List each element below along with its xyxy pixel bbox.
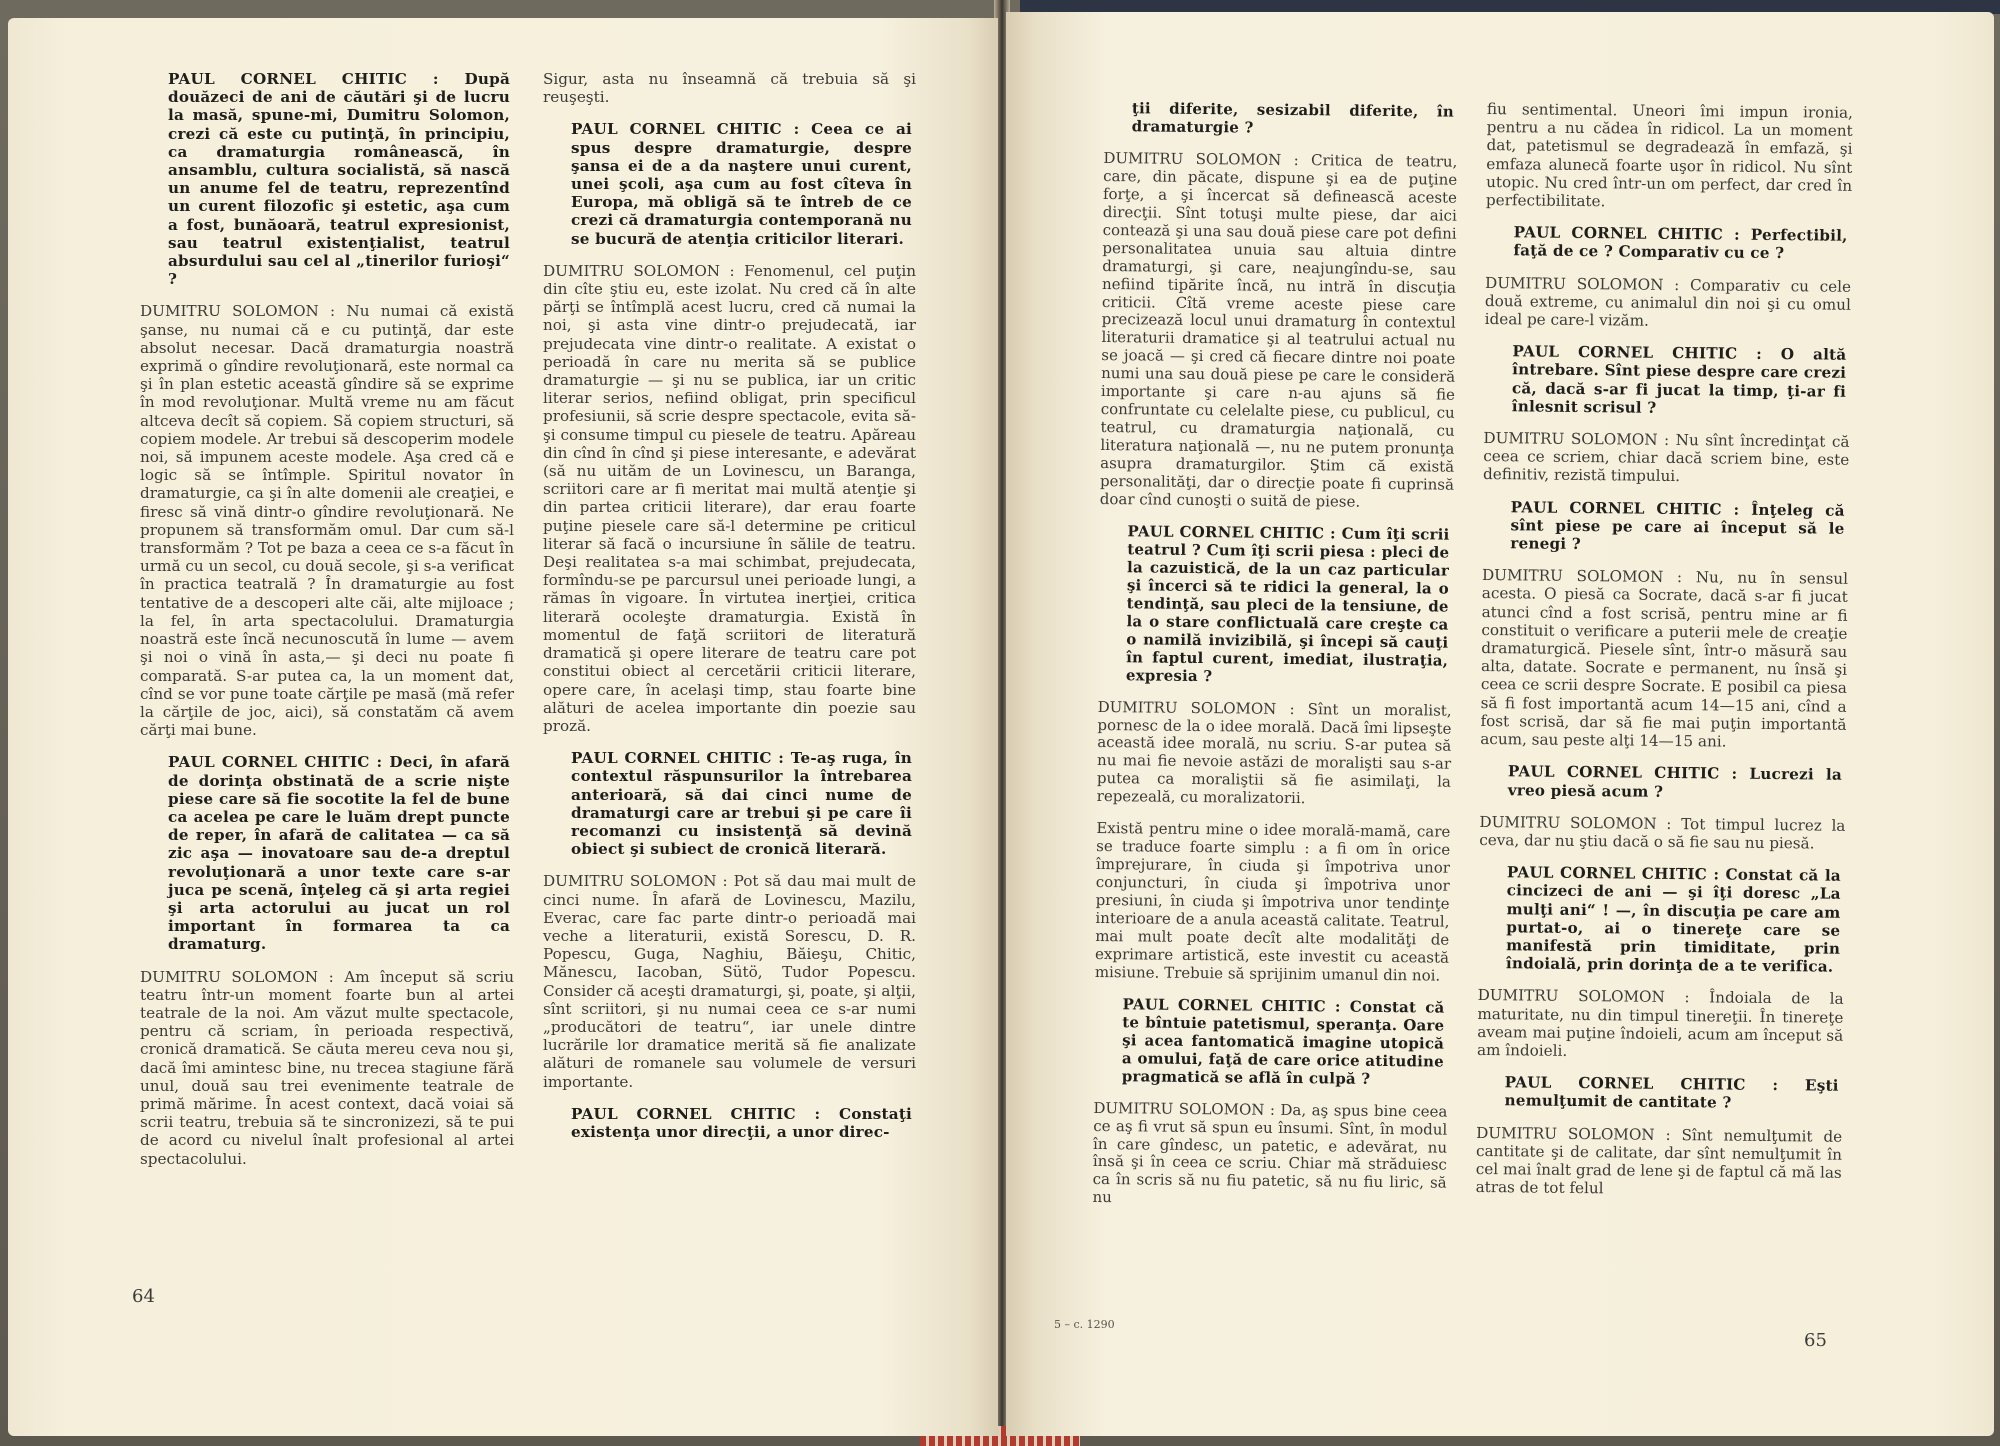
interviewer-question: PAUL CORNEL CHITIC : După douăzeci de ani de căutări şi de lucru la masă, spune-mi, Dumitru Solomon, crezi că este cu putinţă, în principiu, ca dramaturgia românească, în ansamblu, cultura socialistă, să nască un anume fel de teatru, reprezentînd un curent filozofic şi estetic, aşa cum a fost, bunăoară, teatrul expresionist, sau teatrul existenţialist, teatrul absurdului sau cel al „tinerilor furioşi“ ? — [168, 70, 510, 289]
interviewer-question: PAUL CORNEL CHITIC : Constat că te bîntuie patetismul, speranţa. Oare şi acea fantomatică imagine utopică a omului, faţă de care orice atitudine pragmatică se află în culpă ? — [1121, 995, 1445, 1088]
interviewee-answer: DUMITRU SOLOMON : Comparativ cu cele două extreme, cu animalul din noi şi cu omul ideal pe care-l vizăm. — [1484, 273, 1852, 330]
interviewee-answer: DUMITRU SOLOMON : Fenomenul, cel puţin din cîte ştiu eu, este izolat. Nu cred că în alte părţi se întîmplă acest lucru, cred că numai la noi, şi asta vine dintr-o prejudecată, iar prejudecata vine dintr-o realitate. A existat o perioadă în care nu merita să se publice dramaturgie — şi nu se publica, iar un critic literar serios, nefiind obligat, prin specificul profesiunii, să scrie despre spectacole, evita să-şi consume timpul cu piesele de teatru. Apăreau din cînd în cînd şi piese interesante, e adevărat (să nu uităm de un Lovinescu, un Baranga, scriitori care ar fi meritat mai multă atenţie şi din partea criticii literare), dar erau foarte puţine piesele care să-l determine pe criticul literar să facă o incursiune în sălile de teatru. Deşi realitatea s-a mai schimbat, prejudecata, formîndu-se pe parcursul unei perioade lungi, a rămas în vigoare. În virtutea inerţiei, critica literară ocoleşte dramaturgia. Există în momentul de faţă scriitori de literatură dramatică şi opere literare de teatru care pot constitui obiect al cercetării criticii literare, opere care, în acelaşi timp, stau foarte bine alături de acelea importante din poezie sau proză. — [543, 261, 916, 735]
interviewee-answer: DUMITRU SOLOMON : Tot timpul lucrez la ceva, dar nu ştiu dacă o să fie sau nu piesă. — [1479, 812, 1846, 853]
right-page-column-1 — [1092, 100, 1458, 1225]
interviewer-question: PAUL CORNEL CHITIC : Deci, în afară de dorinţa obstinată de a scrie nişte piese care să fie socotite la fel de bune ca acelea pe care le luăm drept puncte de reper, în afară de calitatea — ca să zic aşa — inovatoare sau de-a dreptul revoluţionară a unor texte care s-ar juca pe scenă, înţeleg că şi arta regiei şi arta actorului au jucat un rol important în formarea ta ca dramaturg. — [168, 753, 510, 954]
interviewee-answer: DUMITRU SOLOMON : Sînt un moralist, pornesc de la o idee morală. Dacă îmi lipseşte această idee morală, nu scriu. S-ar putea să nu mai fie nevoie astăzi de moralişti sau s-ar putea ca moraliştii să fie asimilaţi, la repezeală, cu moralizatorii. — [1096, 697, 1452, 808]
interviewer-question: PAUL CORNEL CHITIC : Lucrezi la vreo piesă acum ? — [1507, 762, 1843, 801]
paragraph-continuation: Există pentru mine o idee morală-mamă, care se traduce foarte simplu : a fi om în orice împrejurare, în ciuda şi împotriva unor conjuncturi, în ciuda şi împotriva unor presiuni, în ciuda şi împotriva unor tendinţe interioare de a anula această calitate. Teatrul, mai mult poate decît alte modalităţi de exprimare artistică, este investit cu această misiune. Trebuie să sprijinim umanul din noi. — [1094, 819, 1451, 985]
interviewer-question: PAUL CORNEL CHITIC : Eşti nemulţumit de cantitate ? — [1504, 1073, 1839, 1112]
right-page-column-2 — [1475, 100, 1853, 1214]
interviewee-answer: DUMITRU SOLOMON : Nu sînt încredinţat că ceea ce scriem, chiar dacă scriem bine, este definitiv, rezistă timpului. — [1482, 429, 1850, 486]
printer-signature-mark: 5 – c. 1290 — [1054, 1318, 1115, 1331]
interviewer-question: ţii diferite, sesizabil diferite, în dramaturgie ? — [1131, 99, 1454, 137]
interviewee-answer: DUMITRU SOLOMON : Critica de teatru, care, din păcate, dispune şi ea de puţine forţe, a şi încercat să definească aceste direcţii. Sînt totuşi multe piese, dar aici contează şi una sau două piese care pot defini personalitatea unuia sau altuia dintre dramaturgi, şi care, neajungîndu-se, sau nefiind tipărite încă, nu intră în discuţia criticii. Cîtă vreme aceste piese care precizează locul unui dramaturg în contextul literaturii dramatice şi al teatrului actual nu se joacă — şi cred că fiecare dintre noi poate numi una sau două piese pe care le consideră importante şi care n-au ajuns să fie confruntate cu celelalte piese, cu publicul, cu teatrul, cu dramaturgia naţională, cu literatura naţională —, nu ne putem pronunţa asupra dramaturgilor. Ştim că există personalităţi, dar o direcţie poate fi cuprinsă doar cînd cunoşti o suită de piese. — [1099, 148, 1458, 511]
interviewer-question: PAUL CORNEL CHITIC : Perfectibil, faţă de ce ? Comparativ cu ce ? — [1513, 223, 1848, 263]
interviewer-question: PAUL CORNEL CHITIC : Înţeleg că sînt piese pe care ai început să le renegi ? — [1510, 497, 1845, 554]
page-number-left: 64 — [132, 1286, 155, 1307]
left-page-column-1 — [140, 70, 514, 1182]
interviewee-answer: DUMITRU SOLOMON : Da, aş spus bine ceea ce aş fi vrut să spun eu însumi. Sînt, în modul în care gîndesc, un patetic, e adevărat, nu însă şi în ceea ce scriu. Chiar mă străduiesc ca în scris să nu fiu patetic, să nu fiu liric, să nu — [1092, 1098, 1448, 1207]
interviewer-question: PAUL CORNEL CHITIC : Ceea ce ai spus despre dramaturgie, despre şansa ei de a da naştere unui curent, unei şcoli, aşa cum au fost cîteva în Europa, mă obligă să te întreb de ce crezi că dramaturgia contemporană nu se bucură de atenţia criticilor literari. — [571, 120, 912, 248]
paragraph-continuation: Sigur, asta nu înseamnă că trebuia să şi reuşeşti. — [543, 70, 916, 107]
interviewee-answer: DUMITRU SOLOMON : Am început să scriu teatru într-un moment foarte bun al artei teatrale de la noi. Am văzut multe spectacole, pentru că scriam, în perioada respectivă, cronică dramatică. Se căuta mereu ceva nou şi, dacă îmi amintesc bine, nu trecea stagiune fără unul, două sau trei evenimente teatrale de primă mărime. În acest context, dacă voiai să scrii teatru, trebuia să te sincronizezi, să te pui de acord cu nivelul înalt profesional al artei spectacolului. — [140, 967, 514, 1168]
page-number-right: 65 — [1804, 1330, 1827, 1351]
interviewee-answer: DUMITRU SOLOMON : Nu, nu în sensul acesta. O piesă ca Socrate, dacă s-ar fi jucat atunci cînd a fost scrisă, pentru mine ar fi constituit o verificare a puterii mele de creaţie dramaturgică. Piesele sînt, într-o măsură sau alta, datate. Socrate e permanent, nu însă şi ceea ce scrii despre Socrate. E posibil ca piesa să fi fost importantă acum 14—15 ani, cînd a fost scrisă, dar să fie mai puţin importantă acum, sau peste alţi 14—15 ani. — [1480, 566, 1849, 751]
left-page-column-2 — [543, 70, 916, 1155]
paragraph-continuation: fiu sentimental. Uneori îmi impun ironia, pentru a nu cădea în ridicol. La un moment dat, patetismul se degradează în emfază, şi emfaza alunecă foarte uşor în ridicol. Nu sînt utopic. Nu cred într-un om perfect, dar cred în perfectibilitate. — [1485, 100, 1853, 211]
interviewee-answer: DUMITRU SOLOMON : Sînt nemulţumit de cantitate şi de calitate, dar sînt nemulţumit în cel mai înalt grad de lene şi de faptul că mă las atras de tot felul — [1475, 1123, 1843, 1198]
left-page — [8, 18, 998, 1436]
interviewer-question: PAUL CORNEL CHITIC : Cum îţi scrii teatrul ? Cum îţi scrii piesa : pleci de la cazuistică, de la un caz particular şi încerci să te ridici la general, la o tendinţă, sau pleci de la tensiune, de la o stare conflictuală care creşte ca o namilă invizibilă, şi începi să cauţi în faptul curent, imediat, ilustraţia, expresia ? — [1125, 522, 1450, 685]
interviewer-question: PAUL CORNEL CHITIC : Constat că la cincizeci de ani — şi îţi doresc „La mulţi ani“ ! —, în discuţia pe care am purtat-o, ai o tinereţe care se manifestă prin timiditate, prin îndoială, prin dorinţa de a te verifica. — [1505, 863, 1841, 976]
interviewer-question: PAUL CORNEL CHITIC : Te-aş ruga, în contextul răspunsurilor la întrebarea anterioară, să dai cinci nume de dramaturgi care ar trebui şi pe care îi recomanzi cu insistenţă să devină obiect şi subiect de cronică literară. — [571, 749, 912, 859]
interviewee-answer: DUMITRU SOLOMON : Nu numai că există şanse, nu numai că e cu putinţă, dar este absolut necesar. Dacă dramaturgia noastră exprimă o gîndire revoluţionară, este normal ca şi în plan estetic această gîndire să se exprime în mod revoluţionar. Multă vreme nu am făcut altceva decît să copiem. Să copiem structuri, să copiem modele. Ar trebui să descoperim modele noi, să impunem aceste modele. Aşa cred că e logic să se întîmple. Spiritul novator în dramaturgie, ca şi în alte domenii ale creaţiei, e firesc să vină dintr-o gîndire revoluţionară. Ne propunem să transformăm omul. Dar cum să-l transformăm ? Tot pe baza a ceea ce s-a făcut în urmă cu un secol, cu două secole, şi s-a verificat în practica teatrală ? În dramaturgie au fost tentative de a descoperi alte căi, alte mijloace ; la fel, în arta spectacolului. Dramaturgia noastră este încă necunoscută în lume — avem şi noi o vină în asta,— şi deci nu poate fi comparată. S-ar putea ca, la un moment dat, cînd se vor pune toate cărţile pe masă (mă refer la cărţile de joc, aici), să constatăm că avem cărţi mai bune. — [140, 302, 514, 740]
interviewee-answer: DUMITRU SOLOMON : Pot să dau mai mult de cinci nume. În afară de Lovinescu, Mazilu, Everac, care fac parte dintr-o perioadă mai veche a literaturii, există Sorescu, D. R. Popescu, Guga, Naghiu, Băieşu, Chitic, Mănescu, Iacoban, Sütö, Tudor Popescu. Consider că aceşti dramaturgi, şi, poate, şi alţii, sînt scriitori, şi nu numai ceea ce s-ar numi „producători de teatru“, iar unele dintre lucrările lor dramatice merită să fie analizate alături de romanele sau volumele de versuri importante. — [543, 872, 916, 1091]
right-page — [1006, 12, 1994, 1436]
interviewer-question: PAUL CORNEL CHITIC : Constaţi existenţa unor direcţii, a unor direc- — [571, 1104, 912, 1141]
interviewer-question: PAUL CORNEL CHITIC : O altă întrebare. Sînt piese despre care crezi că, dacă s-ar fi jucat la timp, ţi-ar fi înlesnit scrisul ? — [1511, 342, 1847, 417]
interviewee-answer: DUMITRU SOLOMON : Îndoiala de la maturitate, nu din timpul tinereţii. În tinereţe aveam mai puţine îndoieli, acum am început să am îndoieli. — [1476, 986, 1844, 1060]
